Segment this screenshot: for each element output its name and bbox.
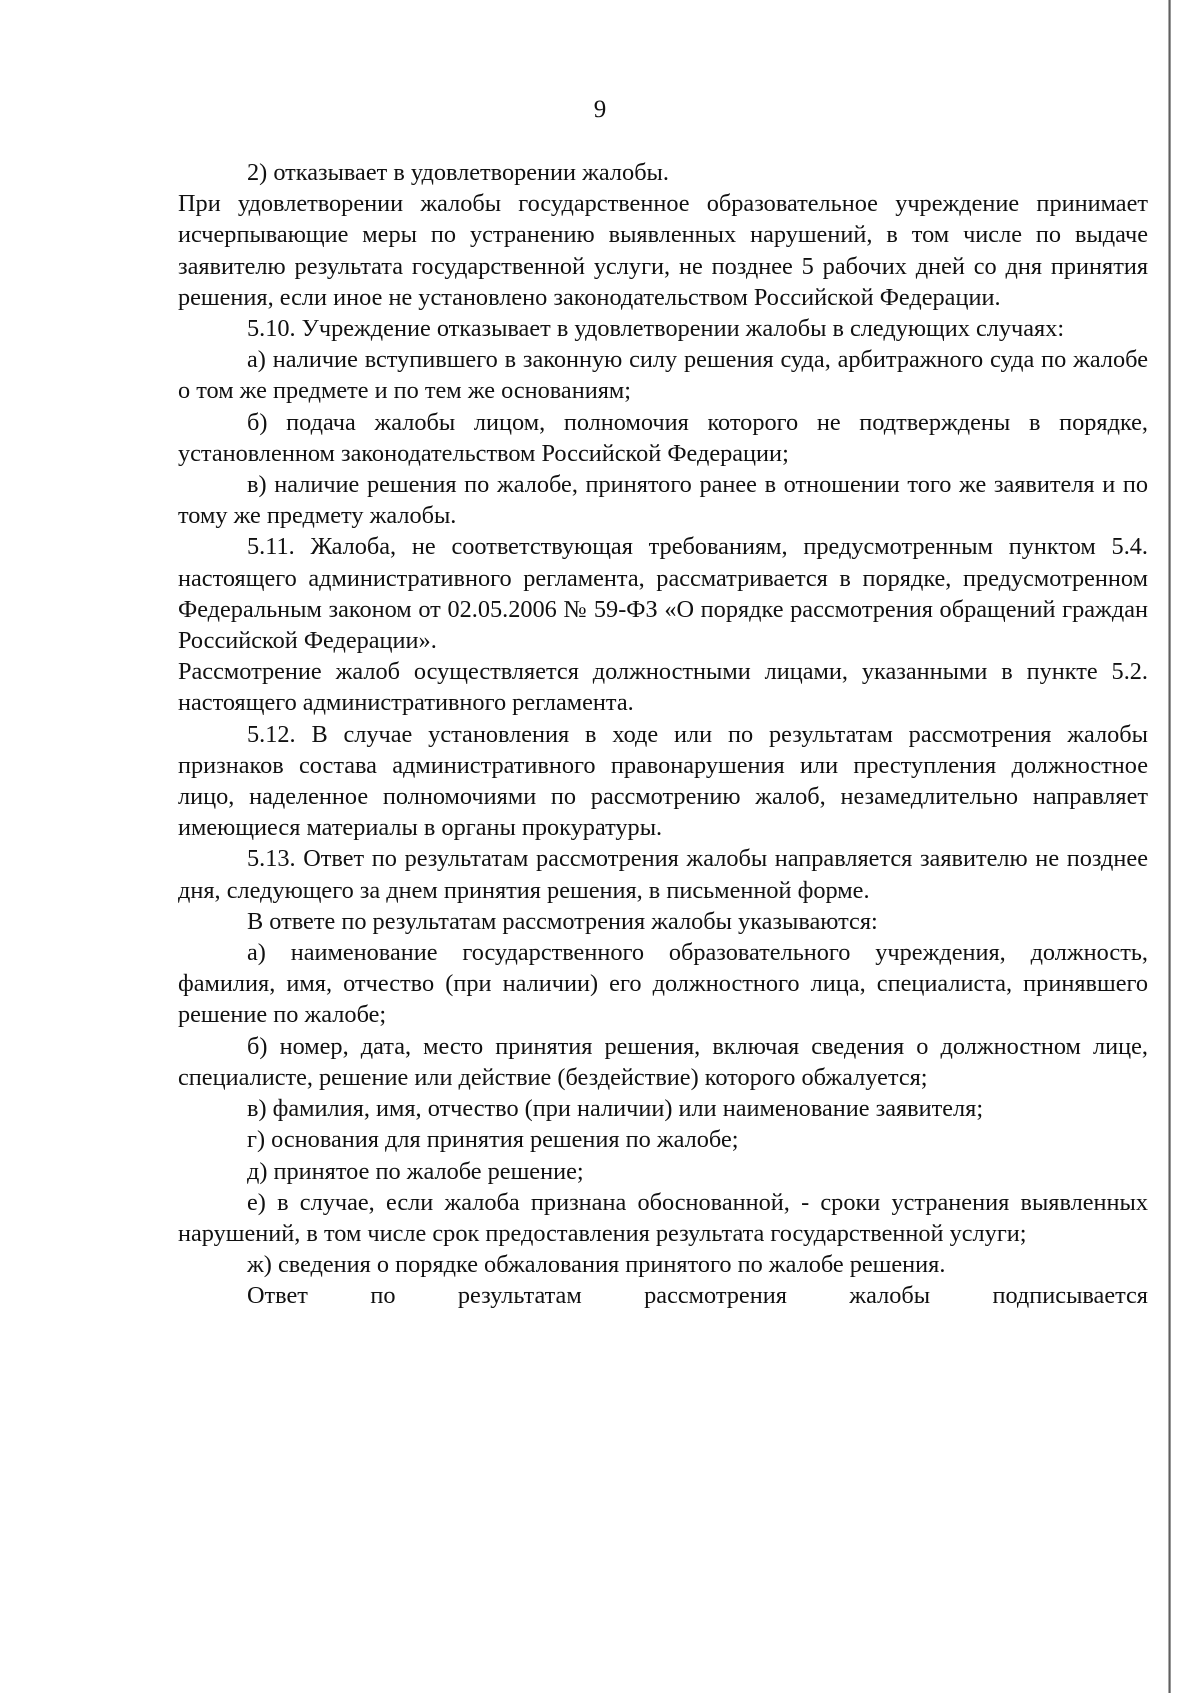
paragraph: ж) сведения о порядке обжалования принятого по жалобе решения. (247, 1251, 946, 1279)
paragraph: а) наличие вступившего в законную силу решения суда, арбитражного суда по жалобе о том же предмете и по тем же основаниям; (178, 346, 1148, 405)
paragraph: Ответ по результатам рассмотрения жалобы подписывается (247, 1282, 1148, 1310)
paragraph: 2) отказывает в удовлетворении жалобы. (247, 159, 669, 186)
paragraph: При удовлетворении жалобы государственное образовательное учреждение принимает исчерпывающие меры по устранению выявленных нарушений, в том числе по выдаче заявителю результата государственной услуги, не позднее 5 рабочих дней со дня принятия решения, если иное не установлено законодательством Российской Федерации. (178, 190, 1148, 311)
paragraph: В ответе по результатам рассмотрения жалобы указываются: (247, 907, 878, 935)
scan-edge-line (1168, 0, 1171, 1693)
paragraph: г) основания для принятия решения по жалобе; (247, 1126, 739, 1154)
page-number: 9 (593, 96, 607, 123)
paragraph: е) в случае, если жалоба признана обоснованной, - сроки устранения выявленных нарушений, в том числе срок предоставления результата государственной услуги; (178, 1188, 1148, 1247)
document-body (178, 157, 1148, 1312)
paragraph: Рассмотрение жалоб осуществляется должностными лицами, указанными в пункте 5.2. настоящего административного регламента. (178, 658, 1148, 717)
paragraph: 5.13. Ответ по результатам рассмотрения жалобы направляется заявителю не позднее дня, следующего за днем принятия решения, в письменной форме. (178, 845, 1148, 904)
paragraph: б) номер, дата, место принятия решения, включая сведения о должностном лице, специалисте, решение или действие (бездействие) которого обжалуется; (178, 1032, 1148, 1091)
paragraph: 5.11. Жалоба, не соответствующая требованиям, предусмотренным пунктом 5.4. настоящего административного регламента, рассматривается в порядке, предусмотренном Федеральным законом от 02.05.2006 № 59-ФЗ «О порядке рассмотрения обращений граждан Российской Федерации». (178, 533, 1148, 655)
paragraph: в) фамилия, имя, отчество (при наличии) или наименование заявителя; (247, 1095, 984, 1123)
paragraph: а) наименование государственного образовательного учреждения, должность, фамилия, имя, отчество (при наличии) его должностного лица, специалиста, принявшего решение по жалобе; (178, 939, 1148, 1029)
paragraph: 5.10. Учреждение отказывает в удовлетворении жалобы в следующих случаях: (247, 315, 1065, 343)
paragraph: д) принятое по жалобе решение; (247, 1157, 584, 1185)
paragraph: в) наличие решения по жалобе, принятого ранее в отношении того же заявителя и по тому же предмету жалобы. (178, 471, 1148, 530)
paragraph: б) подача жалобы лицом, полномочия которого не подтверждены в порядке, установленном законодательством Российской Федерации; (178, 408, 1148, 467)
paragraph: 5.12. В случае установления в ходе или по результатам рассмотрения жалобы признаков состава административного правонарушения или преступления должностное лицо, наделенное полномочиями по рассмотрению жалоб, незамедлительно направляет имеющиеся материалы в органы прокуратуры. (178, 720, 1148, 842)
